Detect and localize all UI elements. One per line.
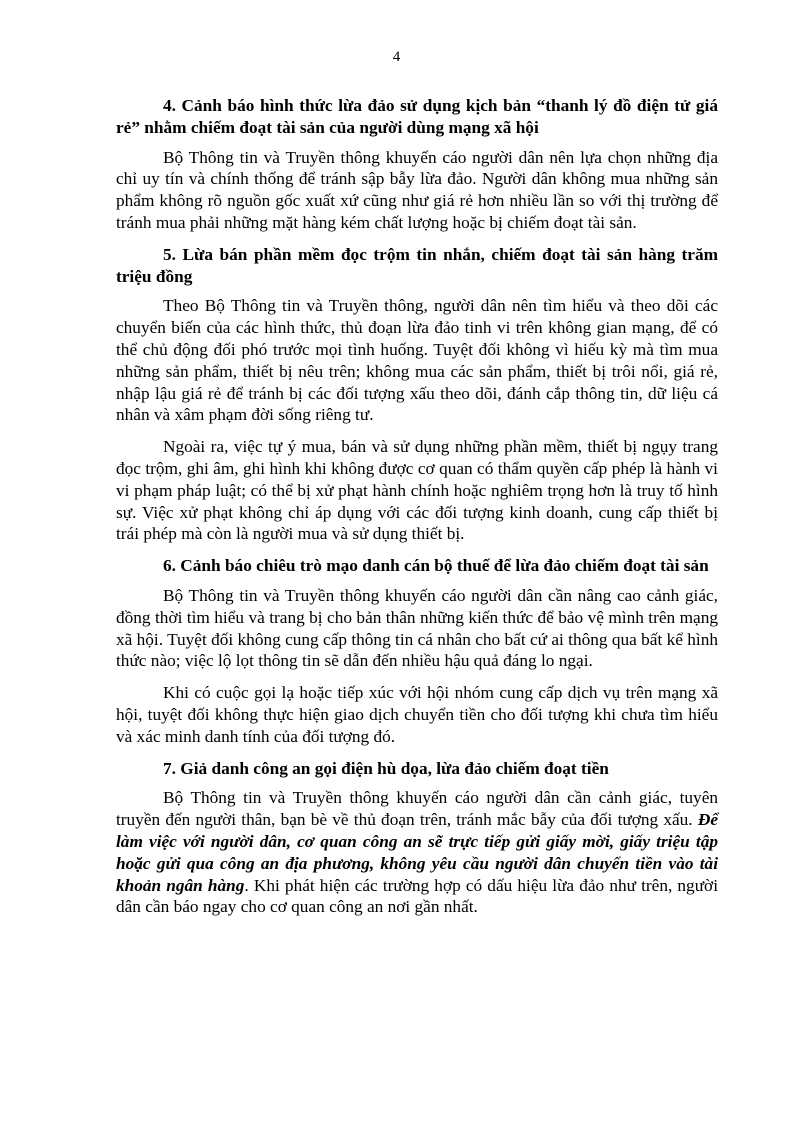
page-content	[116, 95, 718, 926]
section-7-emphasis: Để làm việc với người dân, cơ quan công an sẽ trực tiếp gửi giấy mời, giấy triệu tập hoặc gửi qua công an địa phương, không yêu cầu người dân chuyển tiền vào tài khoản ngân hàng	[116, 810, 718, 895]
section-7-heading: 7. Giả danh công an gọi điện hù dọa, lừa đảo chiếm đoạt tiền	[163, 758, 609, 778]
section-7-paragraph-1	[116, 787, 718, 918]
page-number: 4	[392, 49, 401, 65]
section-6-heading: 6. Cảnh báo chiêu trò mạo danh cán bộ thuế để lừa đảo chiếm đoạt tài sản	[163, 556, 709, 576]
section-5-heading: 5. Lừa bán phần mềm đọc trộm tin nhắn, chiếm đoạt tài sản hàng trăm triệu đồng	[116, 244, 718, 286]
section-5-paragraph-2: Ngoài ra, việc tự ý mua, bán và sử dụng những phần mềm, thiết bị ngụy trang đọc trộm, ghi âm, ghi hình khi không được cơ quan có thẩm quyền cấp phép là hành vi vi phạm pháp luật; có thể bị xử phạt hành chính hoặc nghiêm trọng hơn là truy tố hình sự. Việc xử phạt không chỉ áp dụng với các đối tượng kinh doanh, cung cấp thiết bị trái phép mà còn là người mua và sử dụng thiết bị.	[116, 437, 718, 544]
section-6-paragraph-2: Khi có cuộc gọi lạ hoặc tiếp xúc với hội nhóm cung cấp dịch vụ trên mạng xã hội, tuyệt đối không thực hiện giao dịch chuyển tiền cho đối tượng khi chưa tìm hiểu và xác minh danh tính của đối tượng đó.	[116, 683, 718, 746]
section-7-text-start: Bộ Thông tin và Truyền thông khuyến cáo người dân cần cảnh giác, tuyên truyền đến người thân, bạn bè về thủ đoạn trên, tránh mắc bẫy của đối tượng xấu.	[116, 788, 718, 830]
section-4-heading: 4. Cảnh báo hình thức lừa đảo sử dụng kịch bản “thanh lý đồ điện tử giá rẻ” nhằm chiếm đoạt tài sản của người dùng mạng xã hội	[116, 96, 718, 137]
section-6-paragraph-1: Bộ Thông tin và Truyền thông khuyến cáo người dân cần nâng cao cảnh giác, đồng thời tìm hiểu và trang bị cho bản thân những kiến thức để bảo vệ mình trên mạng xã hội. Tuyệt đối không cung cấp thông tin cá nhân cho bất cứ ai thông qua bất kể hình thức nào; việc lộ lọt thông tin sẽ dẫn đến nhiều hậu quả đáng lo ngại.	[116, 585, 718, 671]
section-5-paragraph-1: Theo Bộ Thông tin và Truyền thông, người dân nên tìm hiểu và theo dõi các chuyển biến của các hình thức, thủ đoạn lừa đảo tinh vi trên không gian mạng, để có thể chủ động đối phó trước mọi tình huống. Tuyệt đối không vì hiếu kỳ mà tìm mua những sản phẩm, thiết bị nêu trên; không mua các sản phẩm, thiết bị trôi nổi, giá rẻ, nhập lậu giá rẻ để tránh bị các đối tượng xấu theo dõi, đánh cắp thông tin, dữ liệu cá nhân và xâm phạm đời sống riêng tư.	[116, 296, 718, 425]
section-4-paragraph-1: Bộ Thông tin và Truyền thông khuyến cáo người dân nên lựa chọn những địa chỉ uy tín và chính thống để tránh sập bẫy lừa đảo. Người dân không mua những sản phẩm không rõ nguồn gốc xuất xứ cũng như giá rẻ hơn nhiều lần so với thị trường để tránh mua phải những mặt hàng kém chất lượng hoặc bị chiếm đoạt tài sản.	[116, 147, 718, 232]
section-7-text-end: . Khi phát hiện các trường hợp có dấu hiệu lừa đảo như trên, người dân cần báo ngay cho cơ quan công an nơi gần nhất.	[116, 875, 719, 917]
